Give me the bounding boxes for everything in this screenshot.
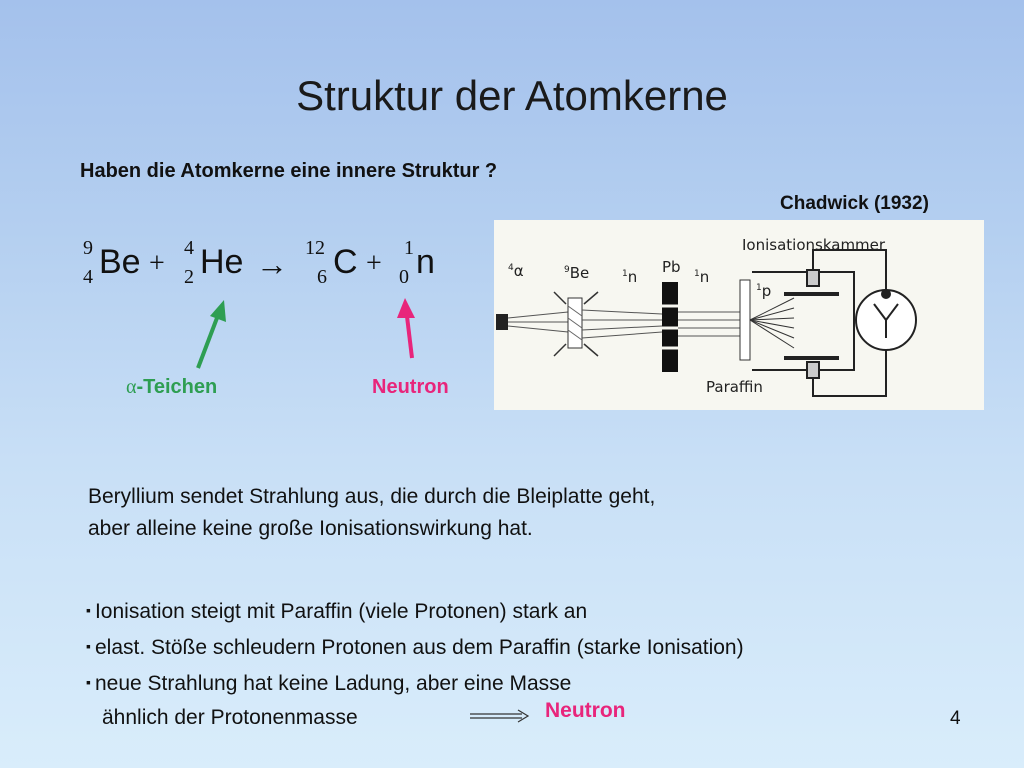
alpha-source: [496, 314, 508, 330]
neutron-pointer-arrow-icon: [390, 294, 430, 364]
plus-sign: +: [366, 248, 382, 279]
explanation-paragraph: [88, 481, 655, 545]
double-arrow-icon: [468, 709, 532, 723]
bullet-item: [86, 593, 744, 629]
element-symbol: n: [416, 243, 435, 281]
question-text: Haben die Atomkerne eine innere Struktur ?: [80, 160, 498, 182]
reaction-arrow: →: [256, 246, 288, 282]
nuclear-equation: [80, 237, 460, 290]
plus-sign: +: [149, 248, 165, 279]
electrometer-icon: [856, 290, 916, 350]
alpha-particle-label: [126, 376, 217, 399]
alpha-rays: [508, 312, 568, 332]
page-number: 4: [950, 708, 961, 729]
neutron-label-1: $^1$n: [622, 268, 638, 286]
neutron-rays: [582, 310, 662, 338]
alpha-symbol: α: [126, 376, 137, 398]
proton-rays: [750, 298, 794, 348]
paragraph-line: aber alleine keine große Ionisationswirkung hat.: [88, 517, 533, 540]
ionization-chamber-label: Ionisationskammer: [742, 236, 886, 254]
lead-label: Pb: [662, 258, 681, 276]
charge-number: 2: [184, 266, 194, 288]
mass-number: 12: [305, 237, 325, 259]
element-symbol: Be: [99, 243, 141, 281]
neutron-label: Neutron: [372, 376, 449, 398]
bullet-item: [86, 629, 744, 665]
element-symbol: C: [333, 243, 358, 281]
charge-number: 0: [399, 266, 409, 288]
paraffin-block: [740, 280, 750, 360]
mass-number: 9: [83, 237, 93, 259]
bullet-marker-icon: ▪: [86, 602, 91, 618]
bullet-marker-icon: ▪: [86, 638, 91, 654]
bullet-text: neue Strahlung hat keine Ladung, aber eine Masse: [94, 672, 572, 695]
bullet-continuation: ähnlich der Protonenmasse: [102, 706, 358, 729]
mass-number: 1: [404, 237, 414, 259]
bullet-text: elast. Stöße schleudern Protonen aus dem Paraffin (starke Ionisation): [94, 636, 744, 659]
charge-number: 6: [317, 266, 327, 288]
element-symbol: He: [200, 243, 244, 281]
mass-number: 4: [184, 237, 194, 259]
chadwick-experiment-diagram: [494, 220, 984, 410]
alpha-label-text: -Teichen: [136, 376, 218, 398]
neutron-label-2: $^1$n: [694, 268, 710, 286]
attribution: Chadwick (1932): [780, 193, 929, 214]
alpha-label: $^4$α: [508, 262, 524, 280]
paragraph-line: Beryllium sendet Strahlung aus, die durch die Bleiplatte geht,: [88, 485, 656, 508]
proton-label: $^1$p: [756, 282, 772, 300]
charge-number: 4: [83, 266, 93, 288]
bullet-text: Ionisation steigt mit Paraffin (viele Protonen) stark an: [94, 600, 588, 623]
bullet-list: [86, 593, 744, 735]
bullet-marker-icon: ▪: [86, 674, 91, 690]
beryllium-label: $^9$Be: [564, 264, 590, 282]
paraffin-label: Paraffin: [706, 378, 763, 396]
alpha-pointer-arrow-icon: [180, 296, 240, 374]
slide-title: Struktur der Atomkerne: [296, 72, 728, 119]
bullet-item: [86, 665, 744, 701]
neutron-conclusion: Neutron: [545, 699, 626, 722]
